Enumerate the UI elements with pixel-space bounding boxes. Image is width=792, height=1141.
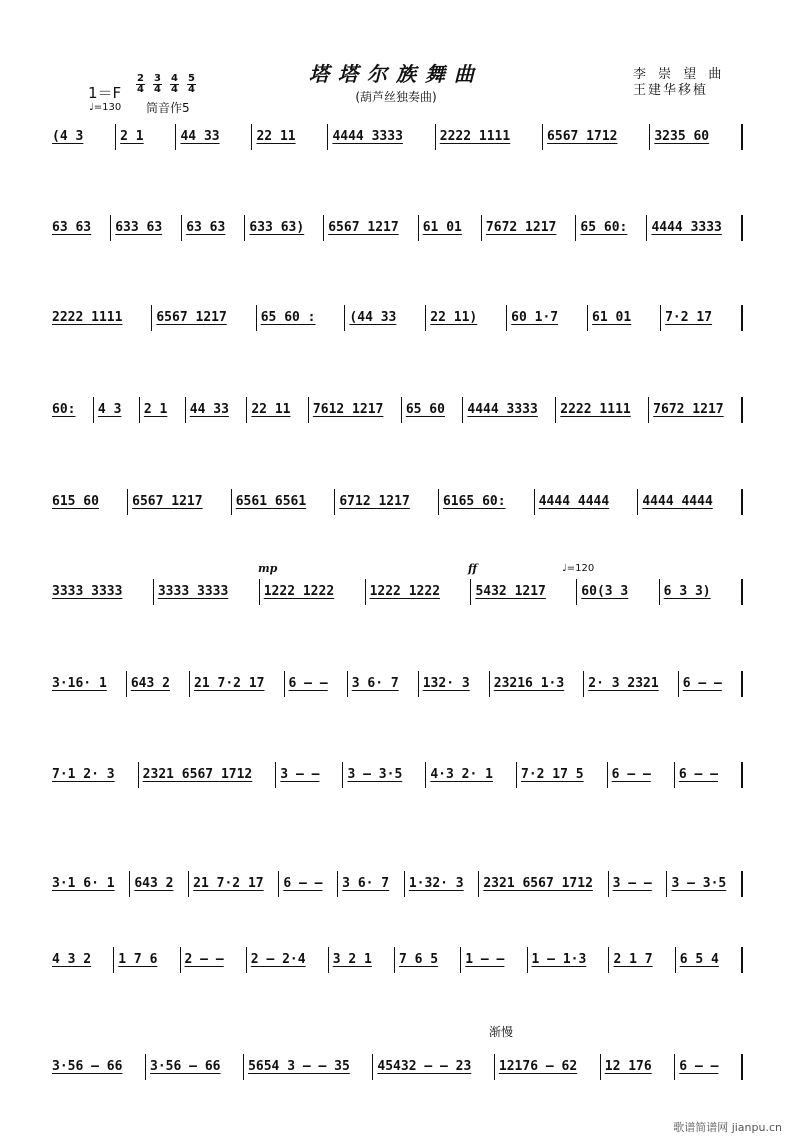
score-row bbox=[48, 122, 743, 152]
score-row bbox=[48, 213, 743, 243]
measure: 6 5 4 bbox=[676, 947, 743, 973]
score-row bbox=[48, 303, 743, 333]
measure: 4 3 bbox=[94, 397, 140, 423]
measure: 60(3 3 bbox=[577, 579, 659, 605]
measure: 6561 6561 bbox=[232, 489, 336, 515]
measure: 7·1 2· 3 bbox=[48, 762, 139, 788]
meter-denominator: 4 bbox=[188, 84, 195, 95]
score-row bbox=[48, 869, 743, 899]
measure: 6567 1712 bbox=[543, 124, 650, 150]
meter-3-4 bbox=[153, 74, 162, 95]
score-row bbox=[48, 945, 743, 975]
measure: 61 01 bbox=[419, 215, 482, 241]
measure: 4444 3333 bbox=[647, 215, 743, 241]
meter-numerator: 3 bbox=[154, 73, 161, 84]
measure: 22 11 bbox=[252, 124, 328, 150]
measure: 2321 6567 1712 bbox=[479, 871, 608, 897]
measure: 6 – – bbox=[675, 1054, 743, 1080]
measure: 65 60 bbox=[402, 397, 464, 423]
measure: 45432 – – 23 bbox=[373, 1054, 495, 1080]
measure: 2 1 bbox=[140, 397, 186, 423]
measure: 3 6· 7 bbox=[348, 671, 419, 697]
measure: 5654 3 – – 35 bbox=[244, 1054, 373, 1080]
dynamic-mp: mp bbox=[258, 562, 278, 575]
measure: 6 – – bbox=[608, 762, 675, 788]
score-row bbox=[48, 669, 743, 699]
tempo-change: ♩=120 bbox=[562, 563, 595, 574]
measure: 633 63 bbox=[111, 215, 182, 241]
measure: 4444 3333 bbox=[463, 397, 556, 423]
measure: 3 – – bbox=[609, 871, 668, 897]
measure: 1 – 1·3 bbox=[528, 947, 610, 973]
meter-numerator: 5 bbox=[188, 73, 195, 84]
measure: 5432 1217 bbox=[471, 579, 577, 605]
measure: 643 2 bbox=[130, 871, 189, 897]
measure: 6 – – bbox=[675, 762, 743, 788]
measure: 21 7·2 17 bbox=[190, 671, 285, 697]
measure: 2222 1111 bbox=[556, 397, 649, 423]
meter-2-4 bbox=[136, 74, 145, 95]
measure: 7·2 17 5 bbox=[517, 762, 608, 788]
measure: 60: bbox=[48, 397, 94, 423]
measure: 3 – 3·5 bbox=[343, 762, 426, 788]
meter-numerator: 2 bbox=[137, 73, 144, 84]
site-watermark: 歌谱简谱网 jianpu.cn bbox=[673, 1121, 782, 1134]
measure: 1 – – bbox=[461, 947, 527, 973]
measure: 6165 60: bbox=[439, 489, 535, 515]
measure: 23216 1·3 bbox=[490, 671, 585, 697]
measure: 3·16· 1 bbox=[48, 671, 127, 697]
song-title: 塔塔尔族舞曲 bbox=[309, 62, 483, 86]
measure: (4 3 bbox=[48, 124, 116, 150]
measure: 7·2 17 bbox=[661, 305, 743, 331]
score-row bbox=[48, 1052, 743, 1082]
song-subtitle: (葫芦丝独奏曲) bbox=[355, 90, 437, 104]
measure: 7 6 5 bbox=[395, 947, 461, 973]
score-row bbox=[48, 395, 743, 425]
measure: 633 63) bbox=[245, 215, 324, 241]
measure: 4 3 2 bbox=[48, 947, 114, 973]
key-signature: 1＝F bbox=[88, 84, 122, 102]
arranger-credit: 王建华移植 bbox=[633, 83, 709, 98]
score-row bbox=[48, 487, 743, 517]
measure: 12 176 bbox=[601, 1054, 676, 1080]
measure: 4·3 2· 1 bbox=[426, 762, 517, 788]
measure: 44 33 bbox=[176, 124, 252, 150]
measure: 6712 1217 bbox=[335, 489, 439, 515]
measure: 3333 3333 bbox=[48, 579, 154, 605]
measure: 22 11) bbox=[426, 305, 507, 331]
measure: 3·1 6· 1 bbox=[48, 871, 130, 897]
measure: 6567 1217 bbox=[152, 305, 256, 331]
measure: 60 1·7 bbox=[507, 305, 588, 331]
measure: 2321 6567 1712 bbox=[139, 762, 277, 788]
tempo-marking: ♩=130 bbox=[89, 102, 122, 113]
measure: 22 11 bbox=[247, 397, 309, 423]
measure: 7672 1217 bbox=[649, 397, 743, 423]
measure: 1 7 6 bbox=[114, 947, 180, 973]
measure: 1·32· 3 bbox=[405, 871, 480, 897]
measure: 615 60 bbox=[48, 489, 128, 515]
meter-numerator: 4 bbox=[171, 73, 178, 84]
dynamic-ff: ff bbox=[468, 562, 478, 575]
meter-4-4 bbox=[170, 74, 179, 95]
measure: 2222 1111 bbox=[48, 305, 152, 331]
score-row bbox=[48, 577, 743, 607]
measure: 4444 3333 bbox=[328, 124, 435, 150]
measure: 21 7·2 17 bbox=[189, 871, 279, 897]
meter-5-4 bbox=[187, 74, 196, 95]
meter-denominator: 4 bbox=[154, 84, 161, 95]
jianpu-tonic-note: 筒音作5 bbox=[146, 101, 190, 115]
measure: 3333 3333 bbox=[154, 579, 260, 605]
measure: 7612 1217 bbox=[309, 397, 402, 423]
measure: 6567 1217 bbox=[128, 489, 232, 515]
measure: 3235 60 bbox=[650, 124, 743, 150]
measure: 63 63 bbox=[182, 215, 245, 241]
measure: 2 1 7 bbox=[609, 947, 675, 973]
measure: 3 – – bbox=[276, 762, 343, 788]
measure: 4444 4444 bbox=[535, 489, 639, 515]
measure: 65 60 : bbox=[257, 305, 346, 331]
measure: 6 – – bbox=[285, 671, 348, 697]
measure: 2222 1111 bbox=[436, 124, 543, 150]
measure: (44 33 bbox=[345, 305, 426, 331]
measure: 61 01 bbox=[588, 305, 661, 331]
measure: 6 – – bbox=[279, 871, 338, 897]
measure: 3 – 3·5 bbox=[667, 871, 743, 897]
measure: 7672 1217 bbox=[482, 215, 577, 241]
measure: 63 63 bbox=[48, 215, 111, 241]
measure: 3 6· 7 bbox=[338, 871, 405, 897]
meter-denominator: 4 bbox=[137, 84, 144, 95]
measure: 2 – 2·4 bbox=[247, 947, 329, 973]
measure: 65 60: bbox=[576, 215, 647, 241]
measure: 12176 – 62 bbox=[495, 1054, 601, 1080]
measure: 6 3 3) bbox=[660, 579, 743, 605]
meter-denominator: 4 bbox=[171, 84, 178, 95]
score-row bbox=[48, 760, 743, 790]
measure: 132· 3 bbox=[419, 671, 490, 697]
measure: 2 1 bbox=[116, 124, 176, 150]
ritardando-mark: 渐慢 bbox=[489, 1025, 514, 1039]
measure: 6 – – bbox=[679, 671, 743, 697]
measure: 2 – – bbox=[181, 947, 247, 973]
measure: 4444 4444 bbox=[638, 489, 743, 515]
measure: 3 2 1 bbox=[329, 947, 395, 973]
measure: 1222 1222 bbox=[366, 579, 472, 605]
measure: 6567 1217 bbox=[324, 215, 419, 241]
measure: 3·56 – 66 bbox=[146, 1054, 244, 1080]
measure: 2· 3 2321 bbox=[584, 671, 679, 697]
measure: 1222 1222 bbox=[260, 579, 366, 605]
measure: 44 33 bbox=[186, 397, 248, 423]
composer-credit: 李 崇 望 曲 bbox=[633, 67, 726, 82]
measure: 643 2 bbox=[127, 671, 190, 697]
measure: 3·56 – 66 bbox=[48, 1054, 146, 1080]
